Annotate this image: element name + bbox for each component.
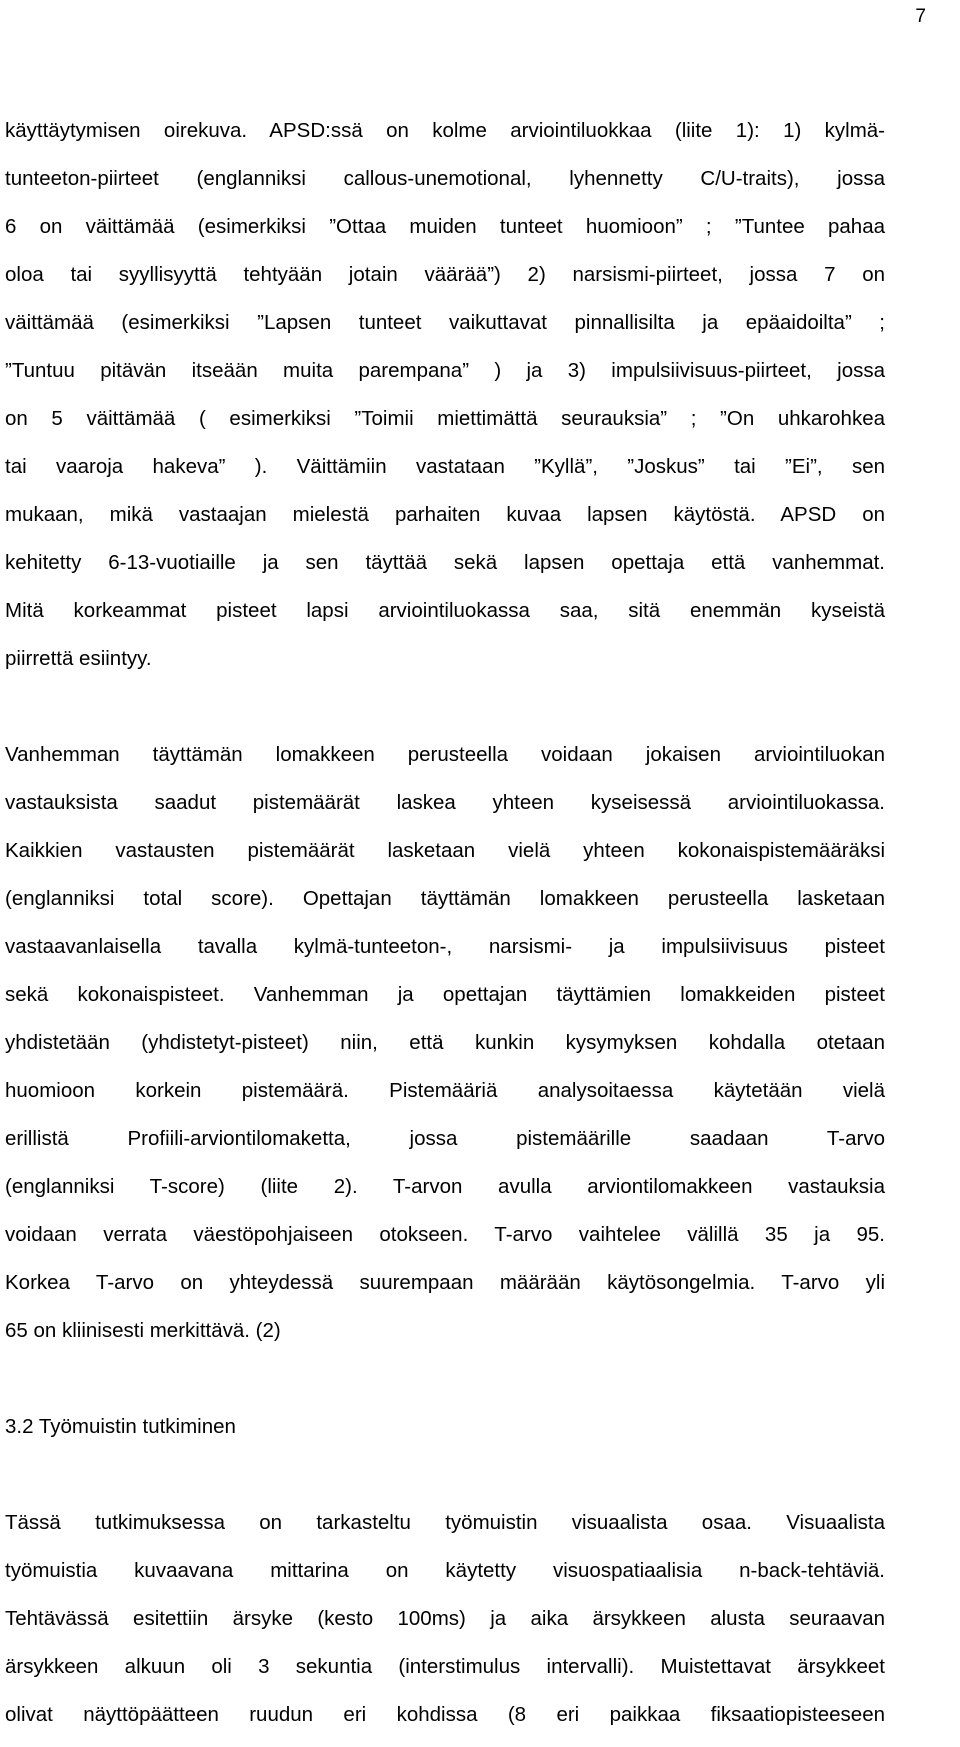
text-line: Tehtävässä esitettiin ärsyke (kesto 100ms) ja aika ärsykkeen alusta seuraavan: [5, 1607, 885, 1630]
paragraph-scoring: [5, 739, 885, 1363]
text-line: Vanhemman täyttämän lomakkeen perusteella voidaan jokaisen arviointiluokan: [5, 743, 885, 766]
paragraph-working-memory: [5, 1507, 885, 1747]
text-line: tunteeton-piirteet (englanniksi callous-unemotional, lyhennetty C/U-traits), jossa: [5, 167, 885, 190]
text-line: sekä kokonaispisteet. Vanhemman ja opettajan täyttämien lomakkeiden pisteet: [5, 983, 885, 1006]
page-number: 7: [915, 6, 926, 27]
text-line: työmuistia kuvaavana mittarina on käytetty visuospatiaalisia n-back-tehtäviä.: [5, 1559, 885, 1582]
text-line: vastaavanlaisella tavalla kylmä-tunteeton-, narsismi- ja impulsiivisuus pisteet: [5, 935, 885, 958]
text-line: 65 on kliinisesti merkittävä. (2): [5, 1319, 281, 1342]
text-line: olivat näyttöpäätteen ruudun eri kohdissa (8 eri paikkaa fiksaatiopisteeseen: [5, 1703, 885, 1726]
text-line: (englanniksi total score). Opettajan täyttämän lomakkeen perusteella lasketaan: [5, 887, 885, 910]
paragraph-apsd-description: [5, 115, 885, 691]
paragraph-spacer: [5, 1459, 885, 1507]
text-line: voidaan verrata väestöpohjaiseen otokseen. T-arvo vaihtelee välillä 35 ja 95.: [5, 1223, 885, 1246]
text-line: erillistä Profiili-arviontilomaketta, jossa pistemäärille saadaan T-arvo: [5, 1127, 885, 1150]
text-line: Korkea T-arvo on yhteydessä suurempaan määrään käytösongelmia. T-arvo yli: [5, 1271, 885, 1294]
text-line: yhdistetään (yhdistetyt-pisteet) niin, että kunkin kysymyksen kohdalla otetaan: [5, 1031, 885, 1054]
document-body: [5, 115, 885, 1747]
text-line: Kaikkien vastausten pistemäärät lasketaan vielä yhteen kokonaispistemääräksi: [5, 839, 885, 862]
text-line: piirrettä esiintyy.: [5, 647, 152, 670]
text-line: ”Tuntuu pitävän itseään muita parempana” ) ja 3) impulsiivisuus-piirteet, jossa: [5, 359, 885, 382]
section-heading: 3.2 Työmuistin tutkiminen: [5, 1415, 236, 1438]
text-line: on 5 väittämää ( esimerkiksi ”Toimii miettimättä seurauksia” ; ”On uhkarohkea: [5, 407, 885, 430]
text-line: huomioon korkein pistemäärä. Pistemääriä analysoitaessa käytetään vielä: [5, 1079, 885, 1102]
text-line: Tässä tutkimuksessa on tarkasteltu työmuistin visuaalista osaa. Visuaalista: [5, 1511, 885, 1534]
text-line: ärsykkeen alkuun oli 3 sekuntia (interstimulus intervalli). Muistettavat ärsykkeet: [5, 1655, 885, 1678]
text-line: vastauksista saadut pistemäärät laskea yhteen kyseisessä arviointiluokassa.: [5, 791, 885, 814]
text-line: oloa tai syyllisyyttä tehtyään jotain väärää”) 2) narsismi-piirteet, jossa 7 on: [5, 263, 885, 286]
text-line: käyttäytymisen oirekuva. APSD:ssä on kolme arviointiluokkaa (liite 1): 1) kylmä-: [5, 119, 885, 142]
paragraph-spacer: [5, 1363, 885, 1411]
text-line: Mitä korkeammat pisteet lapsi arviointiluokassa saa, sitä enemmän kyseistä: [5, 599, 885, 622]
text-line: kehitetty 6-13-vuotiaille ja sen täyttää sekä lapsen opettaja että vanhemmat.: [5, 551, 885, 574]
text-line: 6 on väittämää (esimerkiksi ”Ottaa muiden tunteet huomioon” ; ”Tuntee pahaa: [5, 215, 885, 238]
paragraph-spacer: [5, 691, 885, 739]
text-line: (englanniksi T-score) (liite 2). T-arvon avulla arviontilomakkeen vastauksia: [5, 1175, 885, 1198]
text-line: mukaan, mikä vastaajan mielestä parhaiten kuvaa lapsen käytöstä. APSD on: [5, 503, 885, 526]
text-line: väittämää (esimerkiksi ”Lapsen tunteet vaikuttavat pinnallisilta ja epäaidoilta” ;: [5, 311, 885, 334]
text-line: tai vaaroja hakeva” ). Väittämiin vastataan ”Kyllä”, ”Joskus” tai ”Ei”, sen: [5, 455, 885, 478]
